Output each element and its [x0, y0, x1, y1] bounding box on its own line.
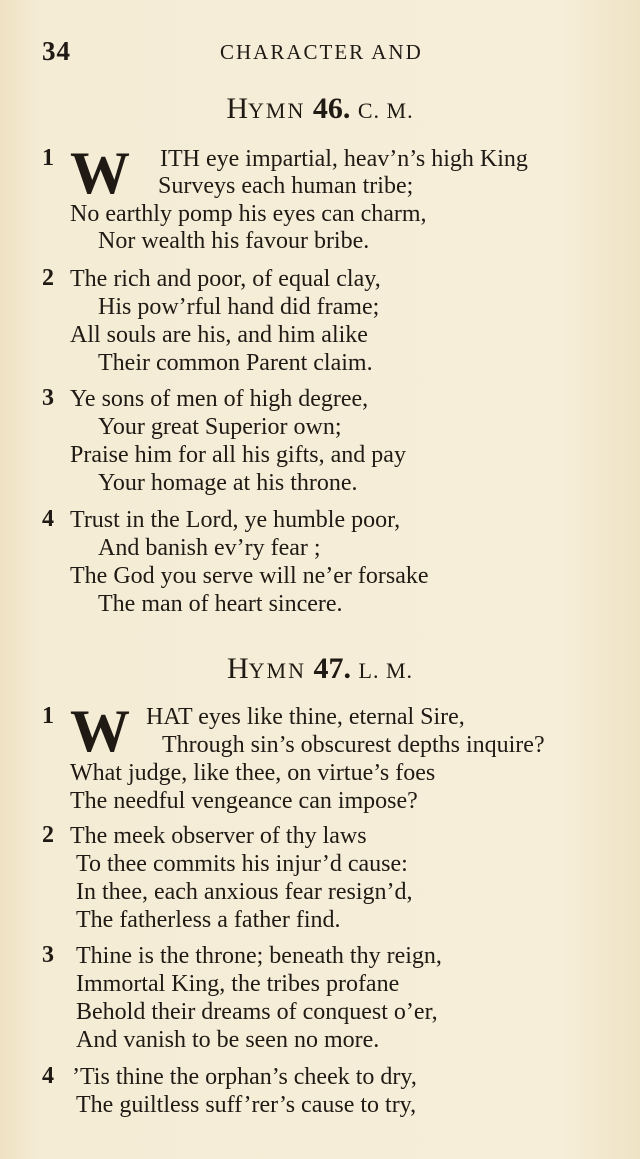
- verse-line: ’Tis thine the orphan’s cheek to dry,: [72, 1064, 417, 1090]
- stanza-number: 3: [42, 942, 54, 968]
- verse-line: ITH eye impartial, heav’n’s high King: [160, 146, 528, 172]
- verse-line: Your great Superior own;: [98, 414, 342, 440]
- verse-line: What judge, like thee, on virtue’s foes: [70, 760, 436, 786]
- verse-line: The meek observer of thy laws: [70, 823, 367, 849]
- stanza-number: 2: [42, 265, 54, 291]
- running-title: CHARACTER AND: [220, 40, 423, 64]
- verse-line: HAT eyes like thine, eternal Sire,: [146, 704, 465, 730]
- verse-line: The rich and poor, of equal clay,: [70, 266, 381, 292]
- stanza-number: 4: [42, 1063, 54, 1089]
- hymn-meter: L. M.: [358, 658, 413, 683]
- drop-cap: W: [70, 698, 130, 764]
- hymn-number: 46.: [312, 92, 351, 125]
- verse-line: The needful vengeance can impose?: [70, 788, 418, 814]
- stanza-number: 2: [42, 822, 54, 848]
- hymn-number: 47.: [313, 652, 351, 685]
- hymn-word-initial: H: [226, 92, 249, 125]
- verse-line: All souls are his, and him alike: [70, 322, 368, 348]
- verse-line: Through sin’s obscurest depths inquire?: [162, 732, 545, 758]
- verse-line: Their common Parent claim.: [98, 350, 373, 376]
- hymn-meter: C. M.: [357, 98, 414, 123]
- verse-line: Behold their dreams of conquest o’er,: [76, 999, 438, 1025]
- hymn-46-title: [0, 92, 640, 126]
- verse-line: No earthly pomp his eyes can charm,: [70, 201, 427, 227]
- verse-line: His pow’rful hand did frame;: [98, 294, 380, 320]
- verse-line: The God you serve will ne’er forsake: [70, 563, 429, 589]
- running-head: [42, 36, 602, 70]
- verse-line: The man of heart sincere.: [98, 591, 343, 617]
- verse-line: In thee, each anxious fear resign’d,: [76, 879, 413, 905]
- stanza-number: 1: [42, 145, 54, 171]
- verse-line: Immortal King, the tribes profane: [76, 971, 400, 997]
- verse-line: Surveys each human tribe;: [158, 173, 414, 199]
- hymn-word-rest: YMN: [248, 98, 306, 123]
- page-number: 34: [42, 36, 71, 66]
- verse-line: The fatherless a father find.: [76, 907, 341, 933]
- verse-line: Your homage at his throne.: [98, 470, 358, 496]
- verse-line: Trust in the Lord, ye humble poor,: [70, 507, 401, 533]
- verse-line: Thine is the throne; beneath thy reign,: [76, 943, 442, 969]
- verse-line: And banish ev’ry fear ;: [98, 535, 321, 561]
- verse-line: To thee commits his injur’d cause:: [76, 851, 408, 877]
- verse-line: Ye sons of men of high degree,: [70, 386, 369, 412]
- verse-line: Nor wealth his favour bribe.: [98, 228, 370, 254]
- drop-cap: W: [70, 140, 130, 206]
- verse-line: And vanish to be seen no more.: [76, 1027, 380, 1053]
- hymn-word-rest: YMN: [248, 658, 306, 683]
- stanza-number: 1: [42, 703, 54, 729]
- hymn-word-initial: H: [226, 652, 249, 685]
- verse-line: Praise him for all his gifts, and pay: [70, 442, 406, 468]
- stanza-number: 3: [42, 385, 54, 411]
- hymn-47-title: [0, 652, 640, 686]
- stanza-number: 4: [42, 506, 54, 532]
- verse-line: The guiltless suff’rer’s cause to try,: [76, 1092, 417, 1118]
